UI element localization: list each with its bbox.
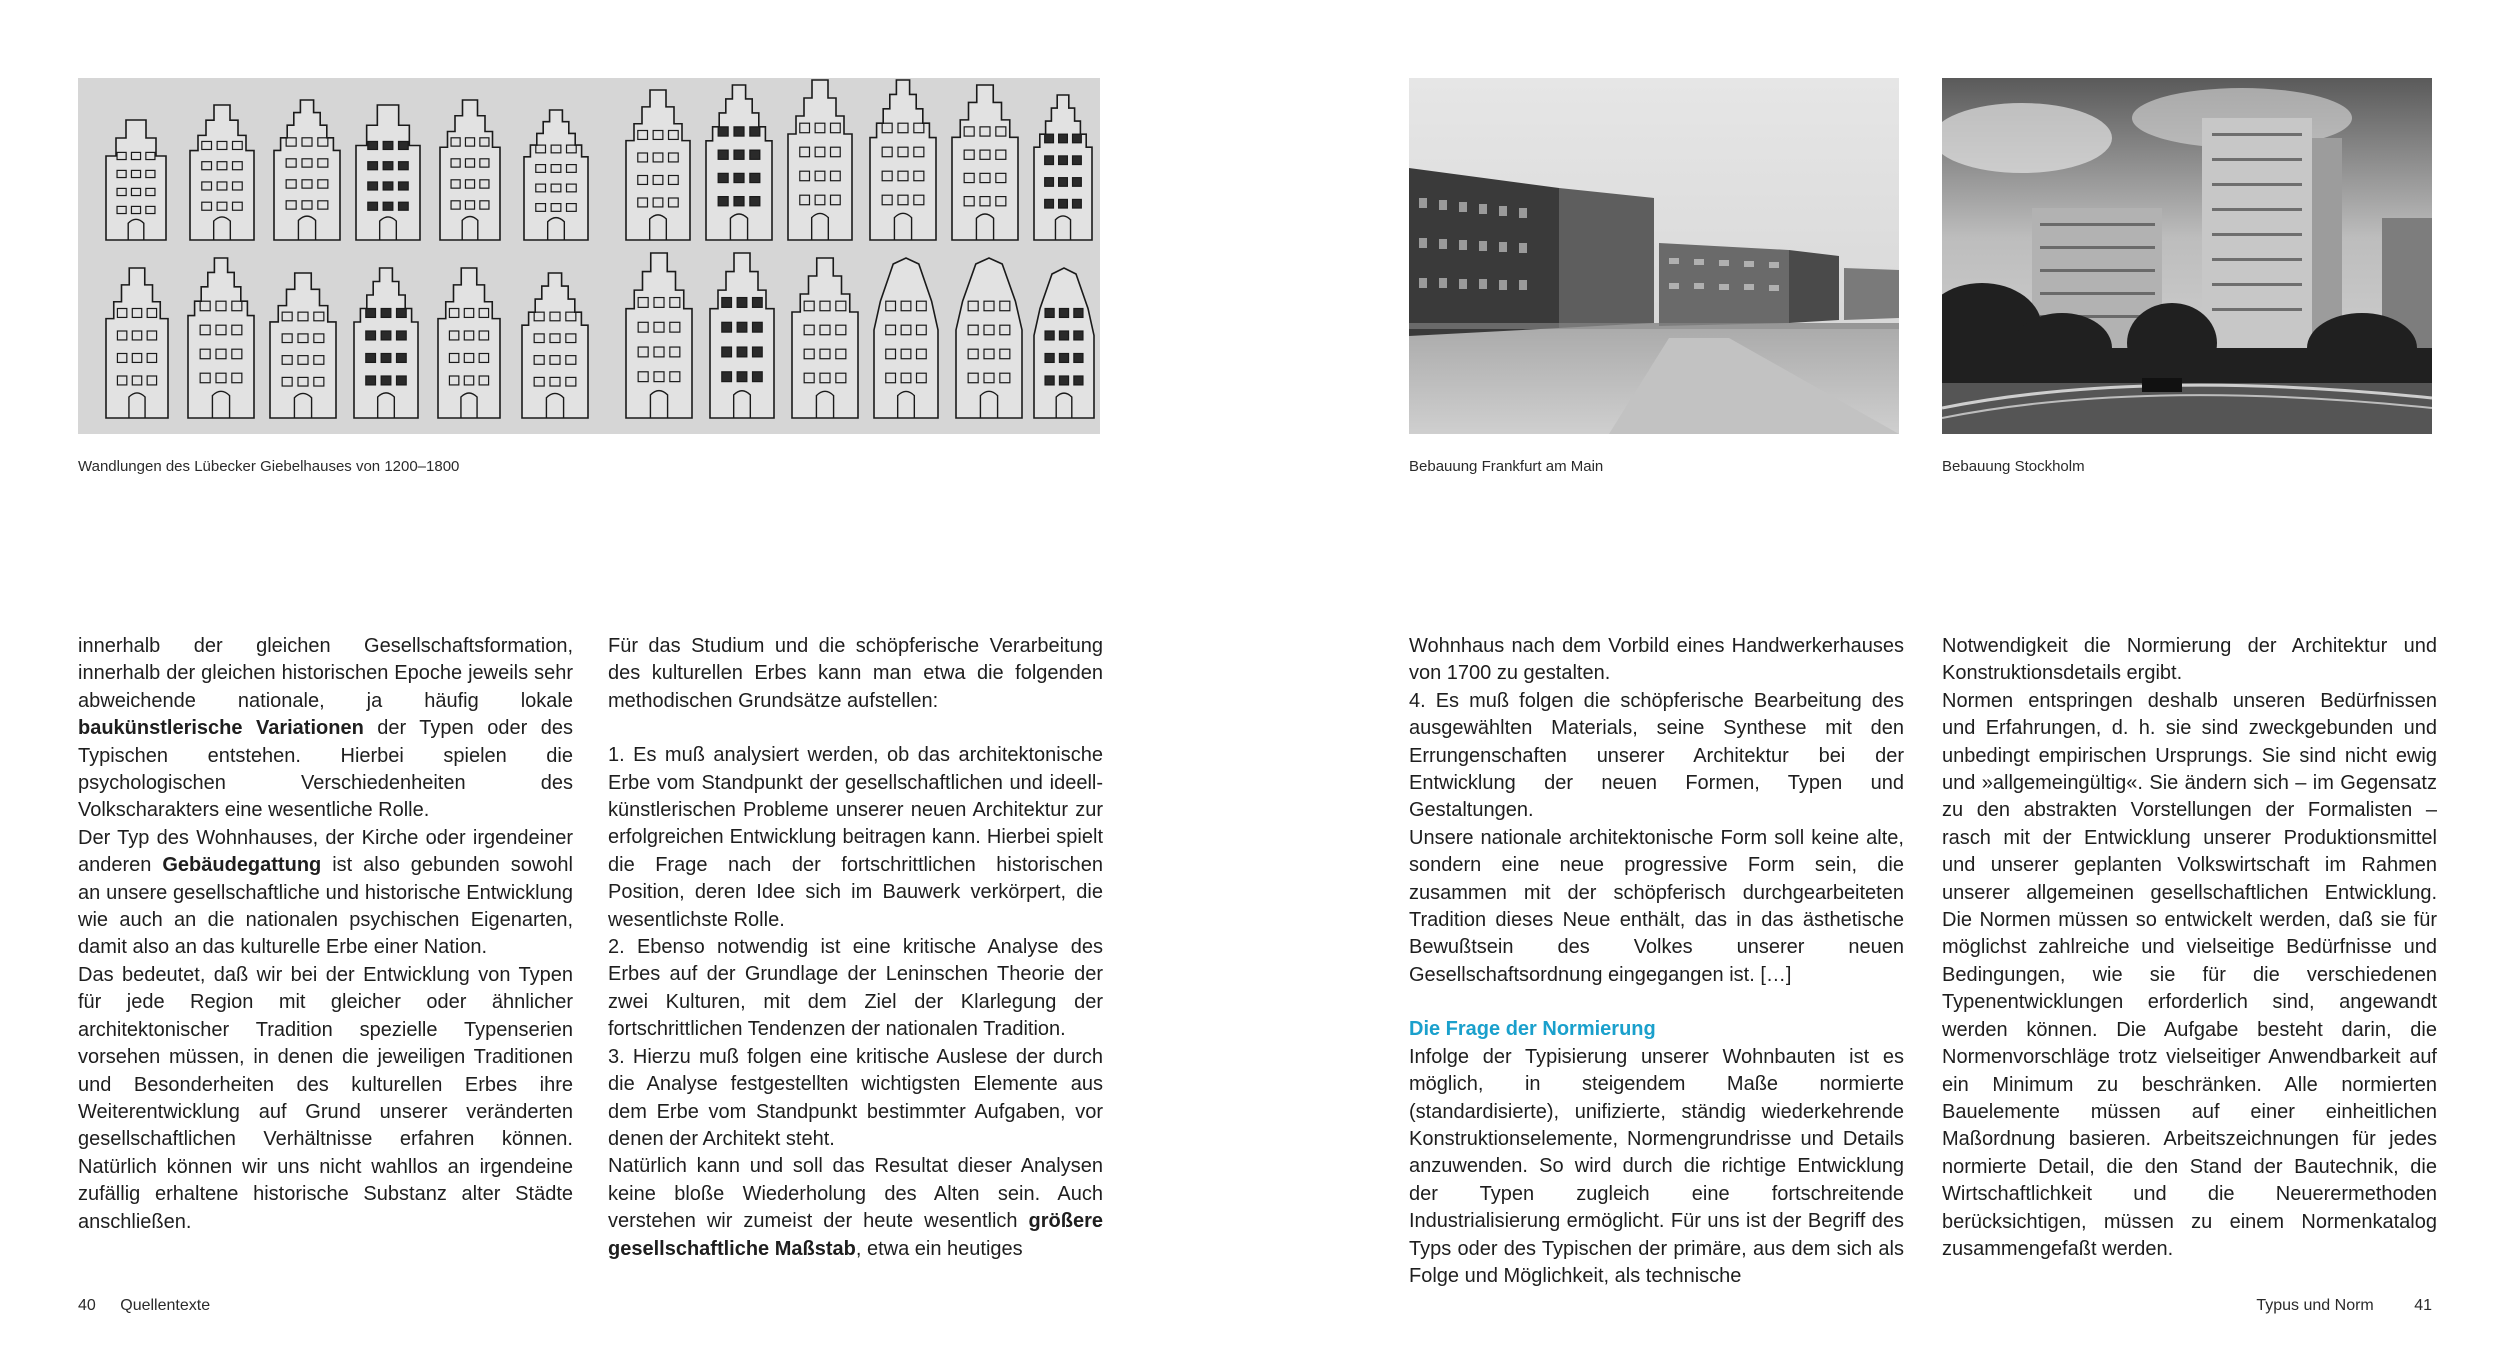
paragraph: [608, 934, 1103, 1044]
gable-house-drawing: [626, 253, 692, 418]
gable-house-drawing: [788, 80, 852, 240]
paragraph: [608, 742, 1103, 934]
frankfurt-buildings-photo: [1409, 78, 1899, 434]
gable-house-drawing: [438, 268, 500, 418]
text-run: Infolge der Typisierung unserer Wohnbauten ist es möglich, in steigendem Maße normierte (standardisierte), unifizierte, ständig wiederkehrende Konstruktionselemente, Normengrundrisse und Details anzuwenden. So wird durch die richtige Entwicklung der Typen zugleich eine fortschreitende Industrialisierung ermöglicht. Für uns ist der Begriff des Typs oder des Typischen der primäre, aus dem sich als Folge und Möglichkeit, als technische: [1409, 1045, 1904, 1287]
paragraph: [78, 962, 573, 1236]
figure-luebeck-gable-houses: [78, 78, 1100, 434]
paragraph: [1942, 633, 2437, 688]
gable-house-drawing: [270, 273, 336, 418]
paragraph: [78, 633, 573, 825]
text-run: Natürlich kann und soll das Resultat dieser Analysen keine bloße Wiederholung des Alten sein. Auch verstehen wir zumeist der heute wesentlich: [608, 1155, 1103, 1233]
gable-house-drawing: [710, 253, 774, 418]
gable-house-drawing: [188, 258, 254, 418]
paragraph: [1409, 633, 1904, 688]
gable-house-drawings: [78, 78, 1100, 434]
stockholm-buildings-photo: [1942, 78, 2432, 434]
paragraph: [1409, 688, 1904, 825]
gable-house-drawing: [356, 105, 420, 240]
text-run: 1. Es muß analysiert werden, ob das architektonische Erbe vom Standpunkt der gesellschaftlichen und ideell-künstlerischen Probleme unserer neuen Architektur zur erfolgreichen Entwicklung beitragen kann. Hierbei spielt die Frage nach der fortschrittlichen historischen Position, deren Idee sich im Bauwerk verkörpert, die wesentlichste Rolle.: [608, 744, 1103, 931]
text-run: Notwendigkeit die Normierung der Architektur und Konstruktionsdetails ergibt.: [1942, 635, 2437, 685]
text-run: Der Typ des Wohnhauses, der Kirche oder irgendeiner anderen: [78, 826, 573, 877]
running-head-left: Quellentexte: [120, 1297, 211, 1314]
text-run: Für das Studium und die schöpferische Verarbeitung des kulturellen Erbes kann man etwa die folgenden methodischen Grundsätze aufstellen:: [608, 635, 1103, 712]
figure-caption-luebeck: Wandlungen des Lübecker Giebelhauses von 1200–1800: [78, 458, 460, 475]
gable-house-drawing: [870, 80, 936, 240]
text-run: Das bedeutet, daß wir bei der Entwicklung von Typen für jede Region mit gleicher oder ähnlicher architektonischer Tradition spezielle Typenserien vorsehen müssen, in denen die jeweiligen Traditionen und Besonderheiten des kulturellen Erbes ihre Weiterentwicklung auf Grund unserer veränderten gesellschaftlichen Verhältnisse erfahren können. Natürlich können wir uns nicht wahllos an irgendeine zufällig erhaltene historische Substanz alter Städte anschließen.: [78, 963, 573, 1233]
bold-term: größere gesellschaftliche Maßstab: [608, 1210, 1103, 1260]
running-head-right: Typus und Norm: [2256, 1297, 2374, 1314]
gable-house-drawing: [626, 90, 690, 240]
gable-house-drawing: [952, 85, 1018, 240]
gable-house-drawing: [190, 105, 254, 240]
photo-frankfurt: [1409, 78, 1899, 434]
paragraph: [1409, 825, 1904, 989]
paragraph: [608, 1044, 1103, 1154]
left-text-column-2: [608, 633, 1103, 1263]
gable-house-drawing: [106, 268, 168, 418]
paragraph: [78, 825, 573, 962]
gable-house-drawing: [706, 85, 772, 240]
gable-house-drawing: [524, 110, 588, 240]
folio-left: [78, 1297, 210, 1315]
text-run: 3. Hierzu muß folgen eine kritische Auslese der durch die Analyse festgestellten wichtigsten Elemente aus dem Erbe vom Standpunkt bestimmter Aufgaben, vor denen der Architekt steht.: [608, 1045, 1103, 1150]
folio-right: [2247, 1297, 2432, 1315]
gable-house-drawing: [874, 258, 938, 418]
page-number-left: 40: [78, 1297, 96, 1314]
figure-caption-stockholm: Bebauung Stockholm: [1942, 458, 2085, 475]
bold-term: Gebäudegattung: [162, 854, 322, 877]
figure-caption-frankfurt: Bebauung Frankfurt am Main: [1409, 458, 1604, 475]
text-run: der Typen oder des Typischen entstehen. Hierbei spielen die psychologischen Verschiedenheiten des Volkscharakters eine wesentliche Rolle.: [78, 717, 574, 822]
left-text-column-1: [78, 633, 573, 1236]
text-run: 2. Ebenso notwendig ist eine kritische Analyse des Erbes auf der Grundlage der Leninschen Theorie der zwei Kulturen, mit dem Ziel der Klarlegung der fortschrittlichen Tendenzen der nationalen Tradition.: [608, 936, 1103, 1041]
page-number-right: 41: [2414, 1297, 2432, 1314]
gable-house-drawing: [956, 258, 1022, 418]
photo-stockholm: [1942, 78, 2432, 434]
text-run: , etwa ein heutiges: [855, 1237, 1023, 1260]
gable-house-drawing: [1034, 268, 1094, 418]
paragraph: [1942, 688, 2437, 1264]
right-text-column-1: [1409, 633, 1904, 1290]
gable-house-drawing: [274, 100, 340, 240]
gable-house-drawing: [792, 258, 858, 418]
gable-house-drawing: [106, 120, 166, 240]
text-run: ist also gebunden sowohl an unsere gesellschaftliche und historische Entwicklung wie auch an die nationalen psychischen Eigenarten, damit also an das kulturelle Erbe einer Nation.: [78, 854, 573, 959]
paragraph: [608, 1153, 1103, 1263]
text-run: Normen entspringen deshalb unseren Bedürfnissen und Erfahrungen, d. h. sie sind zweckgebunden und unbedingt empirischen Ursprungs. Sie sind nicht ewig und »allgemeingültig«. Sie ändern sich – im Gegensatz zu den abstrakten Vorstellungen der Formalisten – rasch mit der Entwicklung unserer Produktionsmittel und unserer geplanten Volkswirtschaft im Rahmen unserer allgemeinen gesellschaftlichen Entwicklung. Die Normen müssen so entwickelt werden, daß sie für möglichst zahlreiche und vielseitige Bedürfnisse und Bedingungen, wie sie für die verschiedenen Typenentwicklungen erforderlich sind, angewandt werden können. Die Aufgabe besteht darin, die Normenvorschläge trotz vielseitiger Anwendbarkeit auf ein Minimum zu beschränken. Alle normierten Bauelemente müssen auf einer einheitlichen Maßordnung basieren. Arbeitszeichnungen für jedes normierte Detail, die den Stand der Bautechnik, die Wirtschaftlichkeit und die Neuerermethoden berücksichtigen, müssen zu einem Normenkatalog zusammengefaßt werden.: [1942, 689, 2437, 1260]
text-run: Unsere nationale architektonische Form soll keine alte, sondern eine neue progressive Form sein, die zusammen mit der schöpferisch durchgearbeiteten Tradition dieses Neue enthält, das in das ästhetische Bewußtsein des Volkes unserer neuen Gesellschaftsordnung eingegangen ist. […]: [1409, 826, 1904, 986]
text-run: 4. Es muß folgen die schöpferische Bearbeitung des ausgewählten Materials, seine Synthese mit den Errungenschaften unserer Architektur bei der Entwicklung der neuen Formen, Typen und Gestaltungen.: [1409, 689, 1904, 822]
gable-house-drawing: [440, 100, 500, 240]
gable-house-drawing: [354, 268, 418, 418]
right-text-column-2: [1942, 633, 2437, 1263]
paragraph: [1409, 1044, 1904, 1291]
paragraph: [608, 633, 1103, 715]
gable-house-drawing: [522, 273, 588, 418]
text-run: Wohnhaus nach dem Vorbild eines Handwerkerhauses von 1700 zu gestalten.: [1409, 635, 1904, 685]
gable-house-drawing: [1034, 95, 1092, 240]
section-heading: Die Frage der Normierung: [1409, 1018, 1656, 1041]
text-run: innerhalb der gleichen Gesellschaftsformation, innerhalb der gleichen historischen Epoche jeweils sehr abweichende nationale, ja häufig lokale: [78, 635, 573, 712]
bold-term: baukünstlerische Variationen: [78, 717, 364, 740]
